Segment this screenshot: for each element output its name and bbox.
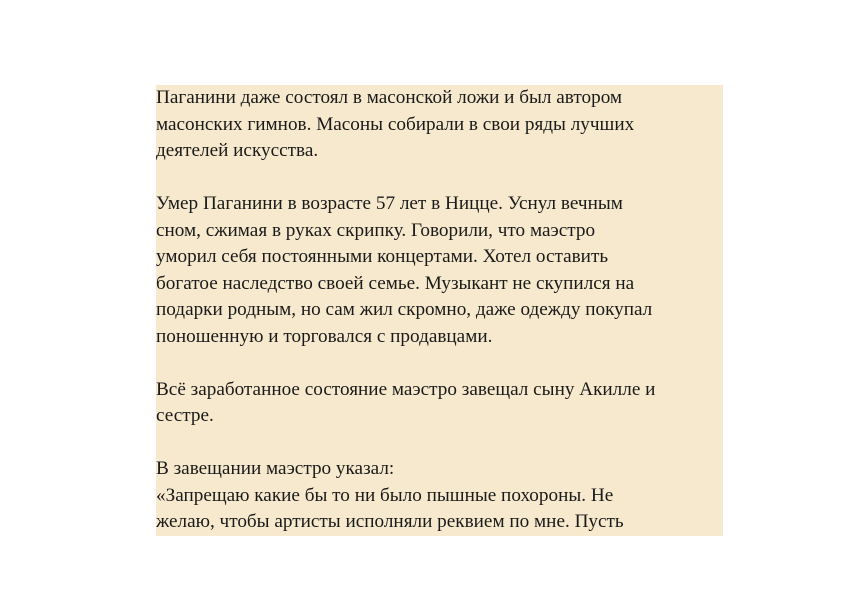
text-line: сестре. [156,405,214,426]
text-line: масонских гимнов. Масоны собирали в свои ряды лучших [156,113,635,135]
text-line: сном, сжимая в руках скрипку. Говорили, что маэстро [156,219,596,241]
paragraph-gap [156,430,723,457]
text-line: Всё заработанное состояние маэстро завещал сыну Акилле и [156,378,656,400]
paragraph-inheritance [156,377,723,430]
text-line: В завещании маэстро указал: [156,458,395,479]
text-line: «Запрещаю какие бы то ни было пышные похороны. Не [156,484,614,506]
text-line: уморил себя постоянными концертами. Хотел оставить [156,246,609,267]
paragraph-testament [156,456,723,536]
text-line: Паганини даже состоял в масонской ложи и был автором [156,87,623,108]
text-line: богатое наследство своей семье. Музыкант не скупился на [156,272,635,294]
text-line: Умер Паганини в возрасте 57 лет в Ницце. Уснул вечным [156,193,623,214]
text-line: деятелей искусства. [156,140,319,161]
text-box [156,85,723,536]
text-line: желаю, чтобы артисты исполняли реквием по мне. Пусть [156,511,624,532]
text-line: подарки родным, но сам жил скромно, даже одежду покупал [156,299,653,320]
paragraph-death [156,191,723,350]
text-line: поношенную и торговался с продавцами. [156,325,493,347]
paragraph-masonic-lodge [156,85,723,165]
paragraph-gap [156,165,723,192]
paragraph-gap [156,350,723,377]
